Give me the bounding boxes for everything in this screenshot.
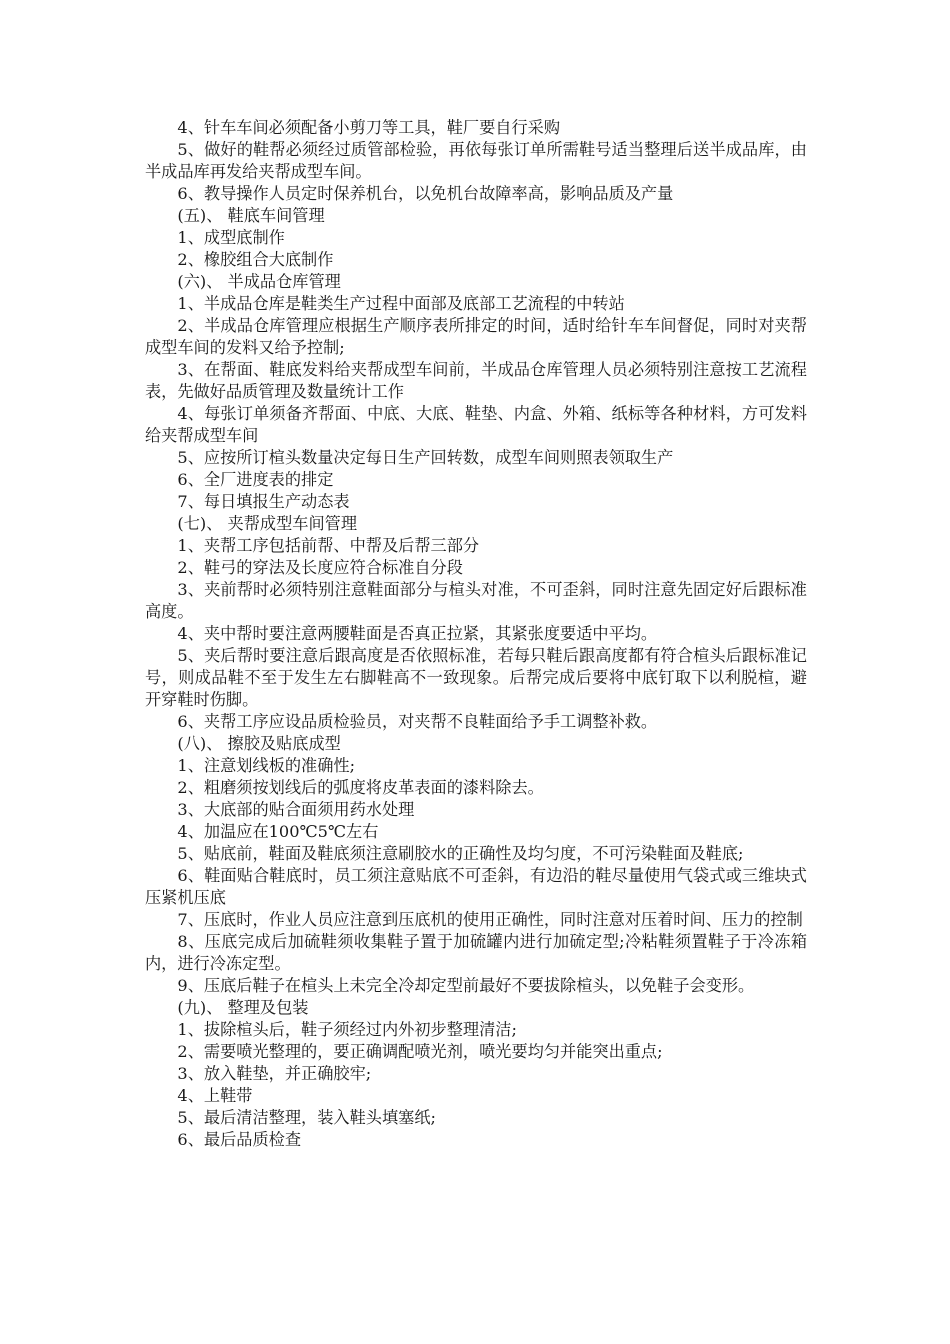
paragraph: 3、放入鞋垫，并正确胶牢; <box>177 1064 372 1083</box>
paragraph: 1、成型底制作 <box>177 228 285 247</box>
paragraph: 3、夹前帮时必须特别注意鞋面部分与楦头对准，不可歪斜，同时注意先固定好后跟标准高度。 <box>145 580 807 621</box>
paragraph: 2、半成品仓库管理应根据生产顺序表所排定的时间，适时给针车车间督促，同时对夹帮成型车间的发料又给予控制; <box>145 316 807 357</box>
paragraph: 5、夹后帮时要注意后跟高度是否依照标准，若每只鞋后跟高度都有符合楦头后跟标准记号，则成品鞋不至于发生左右脚鞋高不一致现象。后帮完成后要将中底钉取下以利脱楦，避开穿鞋时伤脚。 <box>145 646 807 709</box>
paragraph: 4、每张订单须备齐帮面、中底、大底、鞋垫、内盒、外箱、纸标等各种材料，方可发料给夹帮成型车间 <box>145 404 807 445</box>
paragraph: 2、橡胶组合大底制作 <box>177 250 334 269</box>
section-heading: (九)、 整理及包装 <box>177 998 309 1017</box>
paragraph: 4、针车车间必须配备小剪刀等工具，鞋厂要自行采购 <box>177 118 561 137</box>
paragraph: 6、最后品质检查 <box>177 1130 302 1149</box>
section-heading: (七)、 夹帮成型车间管理 <box>177 514 358 533</box>
paragraph: 1、注意划线板的准确性; <box>177 756 356 775</box>
paragraph: 1、拔除楦头后，鞋子须经过内外初步整理清洁; <box>177 1020 517 1039</box>
section-heading: (八)、 擦胶及贴底成型 <box>177 734 341 753</box>
paragraph: 1、半成品仓库是鞋类生产过程中面部及底部工艺流程的中转站 <box>177 294 625 313</box>
document-body <box>145 117 807 1151</box>
paragraph: 5、做好的鞋帮必须经过质管部检验，再依每张订单所需鞋号适当整理后送半成品库，由半成品库再发给夹帮成型车间。 <box>145 140 807 181</box>
section-heading: (六)、 半成品仓库管理 <box>177 272 341 291</box>
paragraph: 3、在帮面、鞋底发料给夹帮成型车间前，半成品仓库管理人员必须特别注意按工艺流程表，先做好品质管理及数量统计工作 <box>145 360 807 401</box>
paragraph: 4、夹中帮时要注意两腰鞋面是否真正拉紧，其紧张度要适中平均。 <box>177 624 658 643</box>
paragraph: 8、压底完成后加硫鞋须收集鞋子置于加硫罐内进行加硫定型;冷粘鞋须置鞋子于冷冻箱内，进行冷冻定型。 <box>145 932 807 973</box>
paragraph: 4、上鞋带 <box>177 1086 253 1105</box>
paragraph: 2、鞋弓的穿法及长度应符合标准自分段 <box>177 558 463 577</box>
paragraph: 6、鞋面贴合鞋底时，员工须注意贴底不可歪斜，有边沿的鞋尽量使用气袋式或三维块式压紧机压底 <box>145 866 807 907</box>
paragraph: 2、需要喷光整理的，要正确调配喷光剂，喷光要均匀并能突出重点; <box>177 1042 663 1061</box>
paragraph: 6、全厂进度表的排定 <box>177 470 334 489</box>
paragraph: 5、最后清洁整理，装入鞋头填塞纸; <box>177 1108 436 1127</box>
paragraph: 1、夹帮工序包括前帮、中帮及后帮三部分 <box>177 536 480 555</box>
paragraph: 7、每日填报生产动态表 <box>177 492 350 511</box>
paragraph: 2、粗磨须按划线后的弧度将皮革表面的漆料除去。 <box>177 778 544 797</box>
paragraph: 5、贴底前，鞋面及鞋底须注意刷胶水的正确性及均匀度，不可污染鞋面及鞋底; <box>177 844 744 863</box>
paragraph: 5、应按所订楦头数量决定每日生产回转数，成型车间则照表领取生产 <box>177 448 674 467</box>
paragraph: 6、夹帮工序应设品质检验员，对夹帮不良鞋面给予手工调整补救。 <box>177 712 658 731</box>
paragraph: 7、压底时，作业人员应注意到压底机的使用正确性，同时注意对压着时间、压力的控制 <box>177 910 803 929</box>
paragraph: 6、教导操作人员定时保养机台，以免机台故障率高，影响品质及产量 <box>177 184 674 203</box>
paragraph: 3、大底部的贴合面须用药水处理 <box>177 800 415 819</box>
paragraph: 9、压底后鞋子在楦头上未完全冷却定型前最好不要拔除楦头，以免鞋子会变形。 <box>177 976 755 995</box>
paragraph: 4、加温应在100℃5℃左右 <box>177 822 379 841</box>
section-heading: (五)、 鞋底车间管理 <box>177 206 325 225</box>
